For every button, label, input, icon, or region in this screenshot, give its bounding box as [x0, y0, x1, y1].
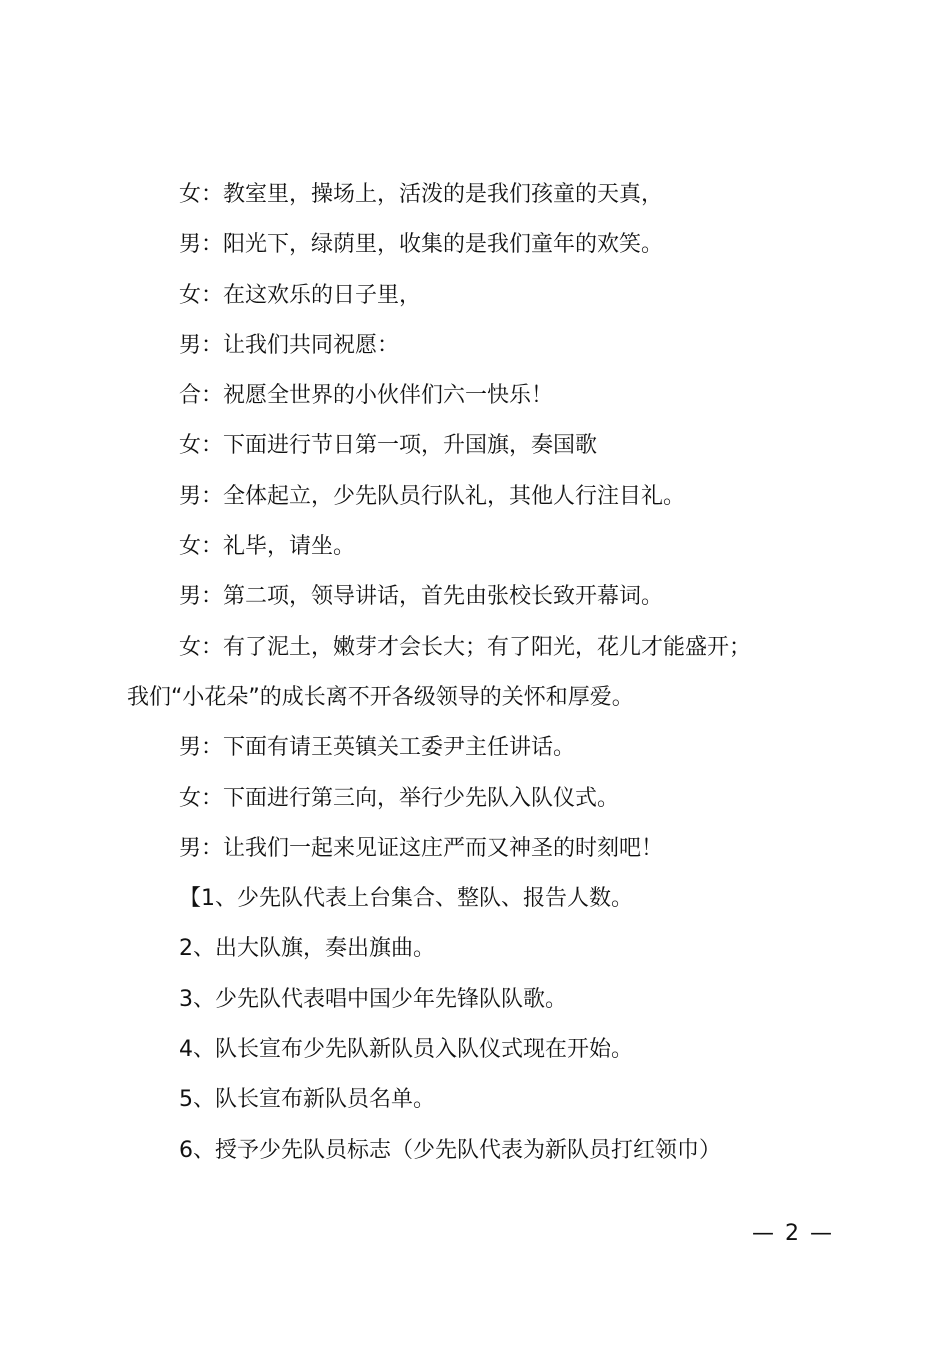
page-number: — 2 — [752, 1221, 834, 1246]
paragraph: 男：让我们共同祝愿： [179, 332, 400, 358]
paragraph: 男：阳光下，绿荫里，收集的是我们童年的欢笑。 [179, 232, 664, 258]
list-item: 【1、少先队代表上台集合、整队、报告人数。 [179, 886, 633, 912]
list-item: 2、出大队旗，奏出旗曲。 [179, 936, 435, 962]
list-item: 5、队长宣布新队员名单。 [179, 1087, 435, 1113]
list-item: 3、少先队代表唱中国少年先锋队队歌。 [179, 986, 567, 1012]
paragraph: 合：祝愿全世界的小伙伴们六一快乐！ [179, 383, 554, 409]
paragraph: 女：下面进行节日第一项，升国旗，奏国歌 [179, 433, 598, 459]
paragraph-continuation: 我们“小花朵”的成长离不开各级领导的关怀和厚爱。 [127, 684, 634, 710]
paragraph: 女：下面进行第三向，举行少先队入队仪式。 [179, 785, 620, 811]
document-body [127, 170, 827, 1176]
paragraph: 女：在这欢乐的日子里， [179, 282, 422, 308]
paragraph: 女：教室里，操场上，活泼的是我们孩童的天真， [179, 182, 664, 207]
paragraph: 女：有了泥土，嫩芽才会长大；有了阳光，花儿才能盛开； [179, 634, 752, 660]
paragraph: 女：礼毕，请坐。 [179, 534, 356, 560]
list-item: 6、授予少先队员标志（少先队代表为新队员打红领巾） [179, 1137, 721, 1163]
paragraph: 男：第二项，领导讲话，首先由张校长致开幕词。 [179, 584, 664, 610]
paragraph: 男：下面有请王英镇关工委尹主任讲话。 [179, 735, 576, 761]
paragraph: 男：全体起立，少先队员行队礼，其他人行注目礼。 [179, 483, 686, 509]
list-item: 4、队长宣布少先队新队员入队仪式现在开始。 [179, 1037, 633, 1063]
paragraph: 男：让我们一起来见证这庄严而又神圣的时刻吧！ [179, 835, 664, 861]
